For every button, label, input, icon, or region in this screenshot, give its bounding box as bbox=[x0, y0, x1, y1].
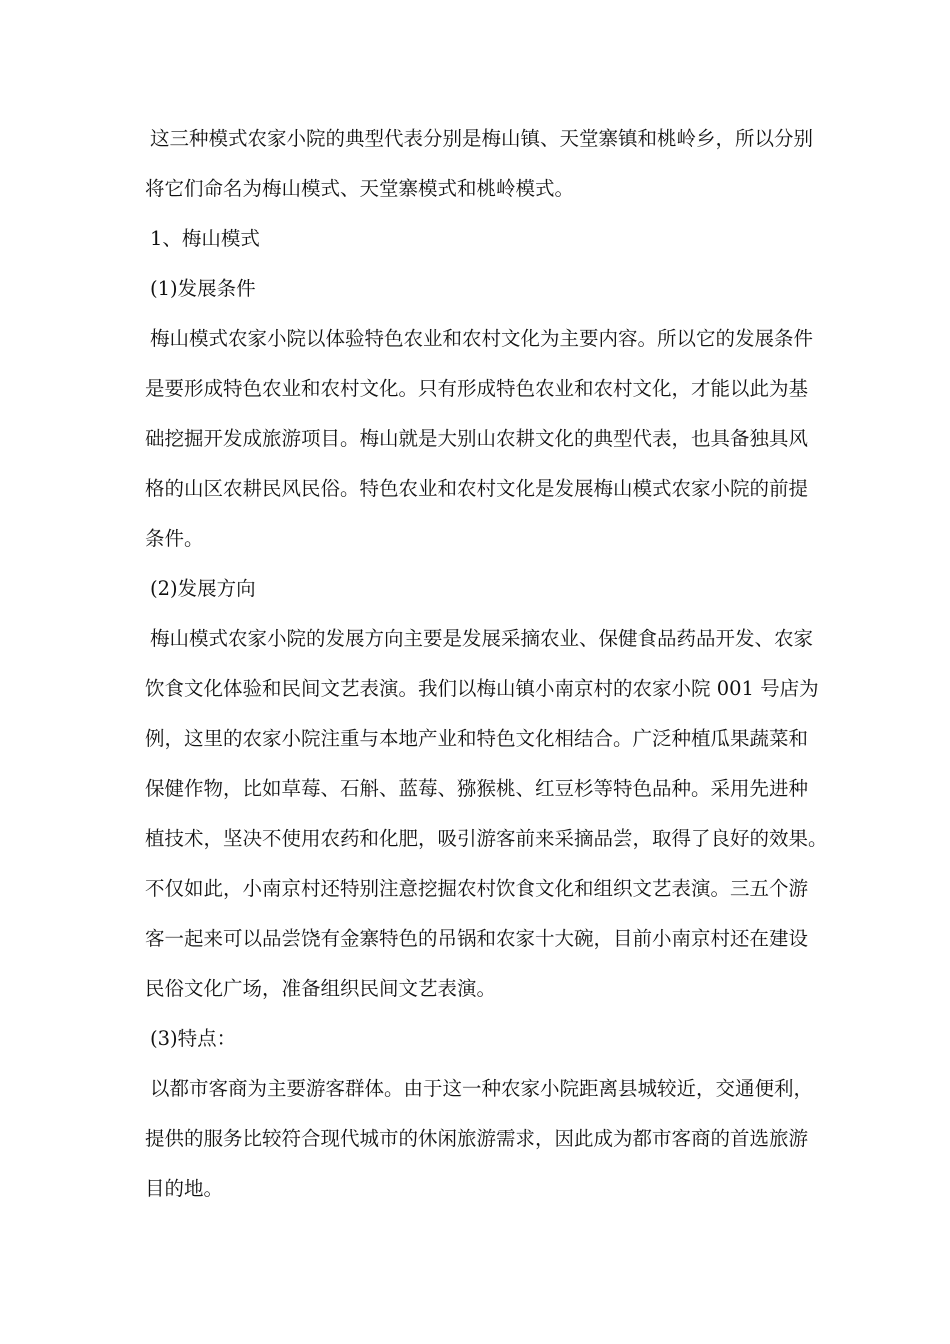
paragraph-3-line-5: 植技术，坚决不使用农药和化肥，吸引游客前来采摘品尝，取得了良好的效果。 bbox=[145, 827, 828, 850]
paragraph-4-line-2: 提供的服务比较符合现代城市的休闲旅游需求，因此成为都市客商的首选旅游 bbox=[145, 1127, 809, 1150]
paragraph-3-line-3: 例，这里的农家小院注重与本地产业和特色文化相结合。广泛种植瓜果蔬菜和 bbox=[145, 727, 809, 750]
paragraph-2-line-2: 是要形成特色农业和农村文化。只有形成特色农业和农村文化，才能以此为基 bbox=[145, 377, 809, 400]
paragraph-2-line-5: 条件。 bbox=[145, 527, 204, 550]
subsection-1-heading: (1)发展条件 bbox=[150, 277, 256, 300]
section-1-heading: 1、梅山模式 bbox=[150, 227, 260, 250]
paragraph-3-line-2: 饮食文化体验和民间文艺表演。我们以梅山镇小南京村的农家小院 001 号店为 bbox=[145, 677, 819, 700]
paragraph-1-line-1: 这三种模式农家小院的典型代表分别是梅山镇、天堂寨镇和桃岭乡，所以分别 bbox=[150, 127, 814, 150]
paragraph-3-line-7: 客一起来可以品尝饶有金寨特色的吊锅和农家十大碗，目前小南京村还在建设 bbox=[145, 927, 809, 950]
paragraph-4-line-3: 目的地。 bbox=[145, 1177, 224, 1200]
paragraph-3-line-1: 梅山模式农家小院的发展方向主要是发展采摘农业、保健食品药品开发、农家 bbox=[150, 627, 814, 650]
paragraph-3-line-8: 民俗文化广场，准备组织民间文艺表演。 bbox=[145, 977, 497, 1000]
paragraph-1-line-2: 将它们命名为梅山模式、天堂寨模式和桃岭模式。 bbox=[145, 177, 575, 200]
paragraph-2-line-1: 梅山模式农家小院以体验特色农业和农村文化为主要内容。所以它的发展条件 bbox=[150, 327, 814, 350]
paragraph-2-line-3: 础挖掘开发成旅游项目。梅山就是大别山农耕文化的典型代表，也具备独具风 bbox=[145, 427, 809, 450]
paragraph-3-line-4: 保健作物，比如草莓、石斛、蓝莓、猕猴桃、红豆杉等特色品种。采用先进种 bbox=[145, 777, 809, 800]
subsection-3-heading: (3)特点： bbox=[150, 1027, 237, 1050]
paragraph-3-line-6: 不仅如此，小南京村还特别注意挖掘农村饮食文化和组织文艺表演。三五个游 bbox=[145, 877, 809, 900]
subsection-2-heading: (2)发展方向 bbox=[150, 577, 256, 600]
paragraph-4-line-1: 以都市客商为主要游客群体。由于这一种农家小院距离县城较近，交通便利， bbox=[150, 1077, 814, 1100]
paragraph-2-line-4: 格的山区农耕民风民俗。特色农业和农村文化是发展梅山模式农家小院的前提 bbox=[145, 477, 809, 500]
